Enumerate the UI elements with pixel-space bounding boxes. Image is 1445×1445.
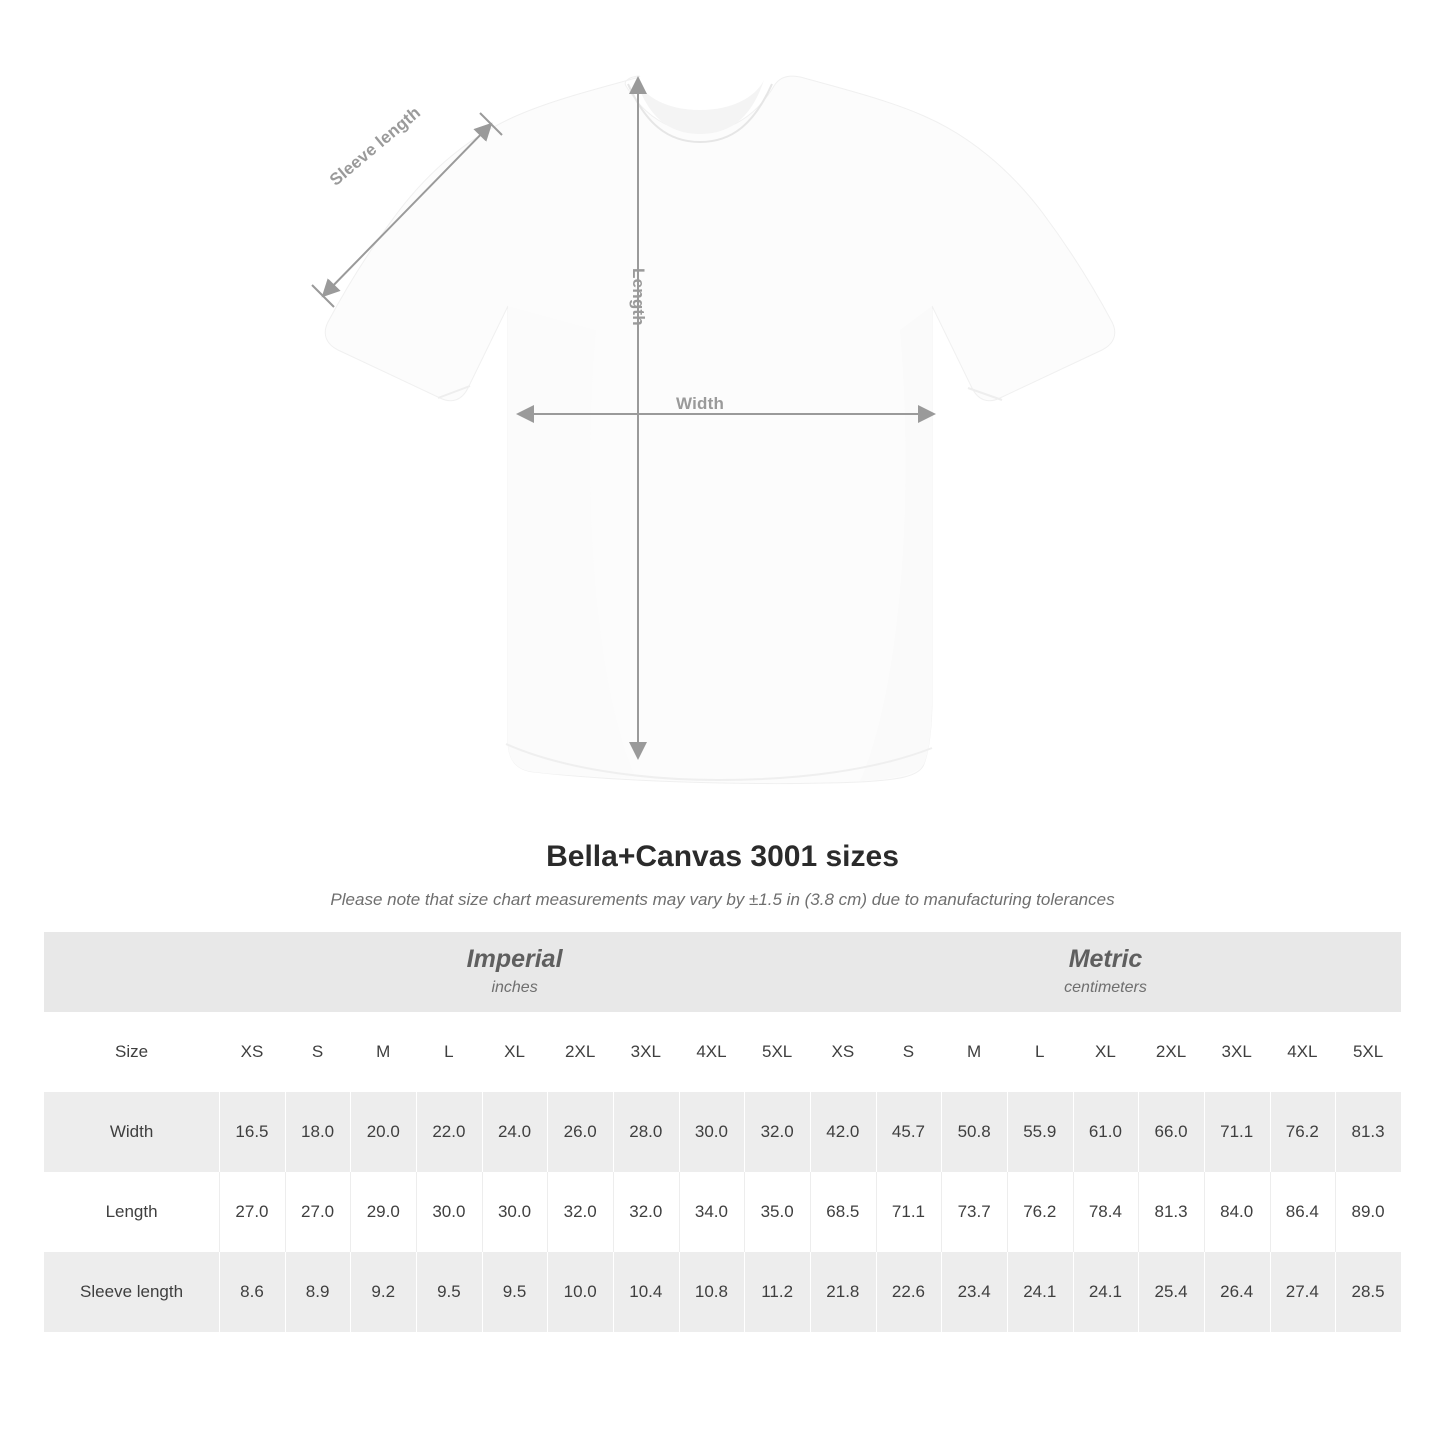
cell: 81.3 — [1335, 1092, 1401, 1172]
cell: 30.0 — [679, 1092, 745, 1172]
cell: 34.0 — [679, 1172, 745, 1252]
page-title: Bella+Canvas 3001 sizes — [546, 840, 899, 873]
cell: 24.1 — [1073, 1252, 1139, 1332]
unit-header-spacer — [44, 932, 219, 1012]
row-header: Width — [44, 1092, 219, 1172]
table-header-row — [44, 1012, 1401, 1092]
size-table-wrapper — [44, 932, 1401, 1332]
cell: 9.2 — [350, 1252, 416, 1332]
width-label: Width — [676, 394, 725, 413]
cell: 76.2 — [1007, 1172, 1073, 1252]
cell: 21.8 — [810, 1252, 876, 1332]
column-header: L — [1007, 1012, 1073, 1092]
cell: 45.7 — [876, 1092, 942, 1172]
column-header: XS — [810, 1012, 876, 1092]
cell: 32.0 — [547, 1172, 613, 1252]
size-table — [44, 932, 1401, 1332]
column-header: 5XL — [1335, 1012, 1401, 1092]
cell: 24.1 — [1007, 1252, 1073, 1332]
cell: 50.8 — [941, 1092, 1007, 1172]
cell: 9.5 — [416, 1252, 482, 1332]
cell: 22.0 — [416, 1092, 482, 1172]
cell: 76.2 — [1270, 1092, 1336, 1172]
column-header: XL — [1073, 1012, 1139, 1092]
cell: 68.5 — [810, 1172, 876, 1252]
column-header-size: Size — [44, 1012, 219, 1092]
title-block — [0, 840, 1445, 910]
cell: 28.0 — [613, 1092, 679, 1172]
column-header: 3XL — [613, 1012, 679, 1092]
cell: 84.0 — [1204, 1172, 1270, 1252]
cell: 8.6 — [219, 1252, 285, 1332]
cell: 29.0 — [350, 1172, 416, 1252]
unit-header-row — [44, 932, 1401, 1012]
cell: 22.6 — [876, 1252, 942, 1332]
cell: 27.0 — [285, 1172, 351, 1252]
cell: 8.9 — [285, 1252, 351, 1332]
cell: 30.0 — [416, 1172, 482, 1252]
cell: 26.4 — [1204, 1252, 1270, 1332]
table-row — [44, 1092, 1401, 1172]
column-header: 3XL — [1204, 1012, 1270, 1092]
cell: 81.3 — [1138, 1172, 1204, 1252]
cell: 16.5 — [219, 1092, 285, 1172]
table-row — [44, 1252, 1401, 1332]
cell: 26.0 — [547, 1092, 613, 1172]
table-row — [44, 1172, 1401, 1252]
cell: 10.8 — [679, 1252, 745, 1332]
column-header: XL — [482, 1012, 548, 1092]
cell: 10.4 — [613, 1252, 679, 1332]
cell: 32.0 — [744, 1092, 810, 1172]
unit-group-metric-name: Metric — [1068, 944, 1143, 973]
cell: 66.0 — [1138, 1092, 1204, 1172]
cell: 61.0 — [1073, 1092, 1139, 1172]
unit-group-metric-sub: centimeters — [1064, 978, 1147, 996]
column-header: 4XL — [1270, 1012, 1336, 1092]
cell: 27.0 — [219, 1172, 285, 1252]
cell: 10.0 — [547, 1252, 613, 1332]
cell: 71.1 — [1204, 1092, 1270, 1172]
column-header: S — [876, 1012, 942, 1092]
cell: 24.0 — [482, 1092, 548, 1172]
column-header: 2XL — [547, 1012, 613, 1092]
cell: 20.0 — [350, 1092, 416, 1172]
cell: 25.4 — [1138, 1252, 1204, 1332]
cell: 42.0 — [810, 1092, 876, 1172]
column-header: XS — [219, 1012, 285, 1092]
cell: 78.4 — [1073, 1172, 1139, 1252]
row-header: Length — [44, 1172, 219, 1252]
unit-group-imperial-sub: inches — [491, 978, 538, 996]
column-header: S — [285, 1012, 351, 1092]
column-header: 2XL — [1138, 1012, 1204, 1092]
cell: 89.0 — [1335, 1172, 1401, 1252]
cell: 73.7 — [941, 1172, 1007, 1252]
column-header: 4XL — [679, 1012, 745, 1092]
cell: 55.9 — [1007, 1092, 1073, 1172]
column-header: L — [416, 1012, 482, 1092]
cell: 28.5 — [1335, 1252, 1401, 1332]
sleeve-length-label: Sleeve length — [326, 102, 425, 190]
cell: 23.4 — [941, 1252, 1007, 1332]
unit-group-metric — [810, 932, 1401, 1012]
cell: 71.1 — [876, 1172, 942, 1252]
row-header: Sleeve length — [44, 1252, 219, 1332]
column-header: M — [350, 1012, 416, 1092]
cell: 9.5 — [482, 1252, 548, 1332]
cell: 30.0 — [482, 1172, 548, 1252]
length-label: Length — [629, 268, 648, 326]
cell: 86.4 — [1270, 1172, 1336, 1252]
cell: 11.2 — [744, 1252, 810, 1332]
cell: 27.4 — [1270, 1252, 1336, 1332]
cell: 18.0 — [285, 1092, 351, 1172]
cell: 32.0 — [613, 1172, 679, 1252]
unit-group-imperial — [219, 932, 810, 1012]
cell: 35.0 — [744, 1172, 810, 1252]
column-header: 5XL — [744, 1012, 810, 1092]
unit-group-imperial-name: Imperial — [466, 944, 563, 973]
tolerance-note: Please note that size chart measurements may vary by ±1.5 in (3.8 cm) due to manufacturing tolerances — [330, 890, 1115, 909]
column-header: M — [941, 1012, 1007, 1092]
